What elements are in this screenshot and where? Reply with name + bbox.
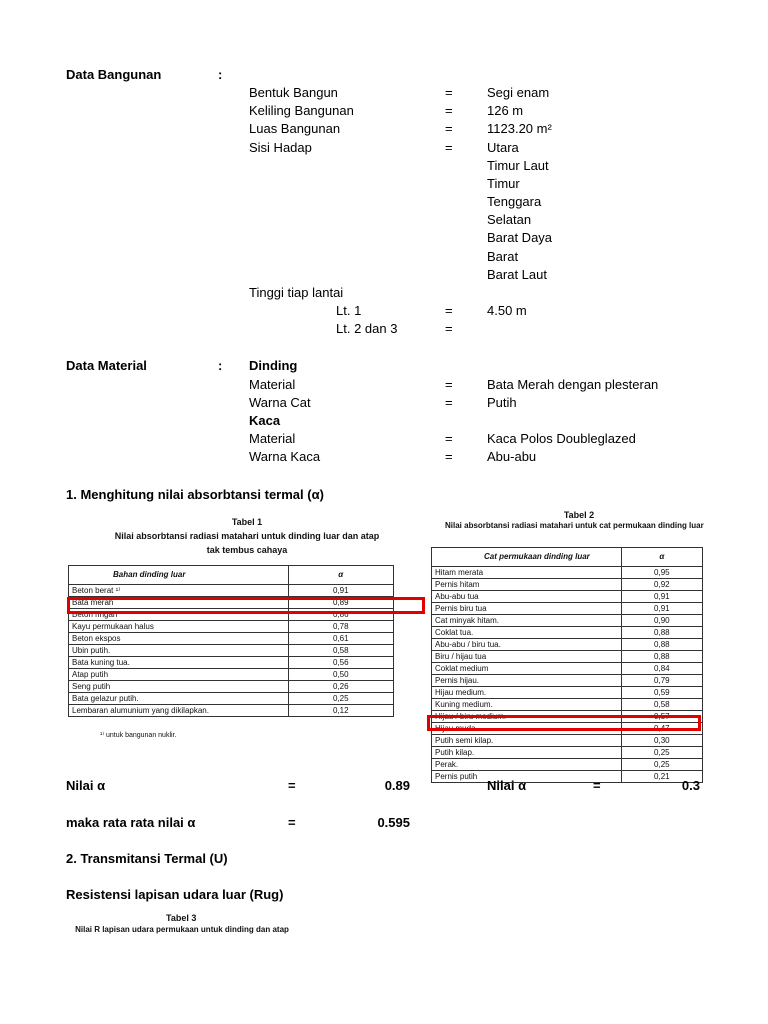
- table-cell: Putih kilap.: [432, 747, 622, 759]
- section-2-heading: 2. Transmitansi Termal (U): [66, 851, 228, 866]
- tabel-1-footnote: ¹⁾ untuk bangunan nuklir.: [100, 732, 177, 739]
- table-cell: 0,89: [288, 597, 393, 609]
- nilai-alpha-label: Nilai α: [487, 778, 527, 793]
- table-row: [432, 759, 703, 771]
- section-1-heading: 1. Menghitung nilai absorbtansi termal (α): [66, 487, 324, 502]
- table-row: [69, 669, 394, 681]
- equals-sign: =: [445, 121, 453, 136]
- luas-label: Luas Bangunan: [249, 121, 341, 136]
- highlight-box: [427, 715, 701, 731]
- tabel-1-subtitle: tak tembus cahaya: [206, 545, 288, 555]
- table-cell: Perak.: [432, 759, 622, 771]
- table-header: Bahan dinding luar: [69, 566, 289, 585]
- kaca-heading: Kaca: [249, 413, 281, 428]
- table-cell: 0,92: [621, 579, 702, 591]
- table-row: [432, 639, 703, 651]
- table-row: [432, 579, 703, 591]
- sisi-hadap-value: Tenggara: [487, 194, 542, 209]
- table-cell: Pernis biru tua: [432, 603, 622, 615]
- table-cell: Kuning medium.: [432, 699, 622, 711]
- table-cell: Seng putih: [69, 681, 289, 693]
- lt1-value: 4.50 m: [487, 303, 527, 318]
- table-cell: Biru / hijau tua: [432, 651, 622, 663]
- sisi-hadap-value: Barat Laut: [487, 267, 547, 282]
- table-cell: 0,57: [621, 711, 702, 723]
- table-cell: 0,95: [621, 567, 702, 579]
- table-row: [432, 567, 703, 579]
- tabel-1: [68, 565, 394, 717]
- table-row: [432, 603, 703, 615]
- rug-heading: Resistensi lapisan udara luar (Rug): [66, 887, 284, 902]
- equals-sign: =: [445, 449, 453, 464]
- table-row: [69, 585, 394, 597]
- table-cell: Beton ekspos: [69, 633, 289, 645]
- table-cell: Lembaran alumunium yang dikilapkan.: [69, 705, 289, 717]
- table-cell: Abu-abu / biru tua.: [432, 639, 622, 651]
- table-cell: Beton ringan: [69, 609, 289, 621]
- equals-sign: =: [593, 778, 601, 793]
- equals-sign: =: [445, 140, 453, 155]
- table-cell: 0,12: [288, 705, 393, 717]
- table-cell: 0,88: [621, 627, 702, 639]
- kaca-material-label: Material: [249, 431, 296, 446]
- equals-sign: =: [445, 377, 453, 392]
- equals-sign: =: [445, 321, 453, 336]
- nilai-alpha-value: 0.3: [681, 778, 700, 793]
- table-cell: 0,91: [621, 591, 702, 603]
- table-row: [69, 705, 394, 717]
- table-cell: Abu-abu tua: [432, 591, 622, 603]
- sisi-hadap-value: Timur Laut: [487, 158, 549, 173]
- table-cell: Putih semi kilap.: [432, 735, 622, 747]
- table-cell: Coklat medium: [432, 663, 622, 675]
- table-row: [69, 657, 394, 669]
- tabel-1-subtitle: Nilai absorbtansi radiasi matahari untuk dinding luar dan atap: [114, 531, 380, 541]
- table-row: [432, 747, 703, 759]
- table-cell: 0,88: [621, 651, 702, 663]
- bentuk-label: Bentuk Bangun: [249, 85, 338, 100]
- tabel-2-subtitle: Nilai absorbtansi radiasi matahari untuk cat permukaan dinding luar: [445, 521, 704, 530]
- lt23-label: Lt. 2 dan 3: [336, 321, 398, 336]
- table-row: [432, 735, 703, 747]
- rata-rata-label: maka rata rata nilai α: [66, 815, 196, 830]
- tabel-3-image: [66, 910, 428, 940]
- tabel-1-title: Tabel 1: [231, 517, 263, 527]
- table-cell: 0,58: [288, 645, 393, 657]
- sisi-hadap-value: Barat Daya: [487, 230, 553, 245]
- table-row: [69, 621, 394, 633]
- table-row: [432, 687, 703, 699]
- equals-sign: =: [445, 431, 453, 446]
- table-cell: 0,61: [288, 633, 393, 645]
- table-cell: Hijau / biru medium.: [432, 711, 622, 723]
- equals-sign: =: [445, 395, 453, 410]
- tabel-2-title: Tabel 2: [563, 510, 595, 520]
- table-cell: Beton berat ¹⁾: [69, 585, 289, 597]
- kaca-material-value: Kaca Polos Doubleglazed: [487, 431, 636, 446]
- warna-cat-value: Putih: [487, 395, 517, 410]
- table-cell: Coklat tua.: [432, 627, 622, 639]
- table-row: [69, 633, 394, 645]
- table-cell: Cat minyak hitam.: [432, 615, 622, 627]
- table-header: α: [621, 548, 702, 567]
- table-cell: 0,91: [288, 585, 393, 597]
- bentuk-value: Segi enam: [487, 85, 550, 100]
- table-row: [69, 693, 394, 705]
- equals-sign: =: [445, 85, 453, 100]
- table-cell: 0,56: [288, 657, 393, 669]
- table-cell: Pernis hitam: [432, 579, 622, 591]
- table-cell: 0,25: [621, 759, 702, 771]
- tabel-3-subtitle: Nilai R lapisan udara permukaan untuk dinding dan atap: [75, 925, 289, 934]
- warna-cat-label: Warna Cat: [249, 395, 311, 410]
- table-cell: 0,25: [621, 747, 702, 759]
- table-cell: Bata kuning tua.: [69, 657, 289, 669]
- sisi-hadap-label: Sisi Hadap: [249, 140, 312, 155]
- table-cell: 0,50: [288, 669, 393, 681]
- dinding-material-value: Bata Merah dengan plesteran: [487, 377, 659, 392]
- sisi-hadap-value: Utara: [487, 140, 519, 155]
- warna-kaca-label: Warna Kaca: [249, 449, 321, 464]
- table-cell: 0,79: [621, 675, 702, 687]
- table-row: [432, 591, 703, 603]
- luas-value: 1123.20 m²: [487, 121, 552, 136]
- equals-sign: =: [288, 815, 296, 830]
- table-row: [432, 699, 703, 711]
- table-header: α: [288, 566, 393, 585]
- equals-sign: =: [445, 303, 453, 318]
- table-cell: 0,91: [621, 603, 702, 615]
- table-cell: 0,59: [621, 687, 702, 699]
- colon: :: [218, 67, 223, 82]
- table-cell: Hijau medium.: [432, 687, 622, 699]
- rata-rata-value: 0.595: [377, 815, 410, 830]
- equals-sign: =: [288, 778, 296, 793]
- sisi-hadap-value: Barat: [487, 249, 519, 264]
- table-cell: Ubin putih.: [69, 645, 289, 657]
- table-row: [432, 615, 703, 627]
- table-cell: Bata merah: [69, 597, 289, 609]
- warna-kaca-value: Abu-abu: [487, 449, 537, 464]
- table-row: [69, 681, 394, 693]
- dinding-heading: Dinding: [249, 358, 298, 373]
- table-cell: 0,84: [621, 663, 702, 675]
- dinding-material-label: Material: [249, 377, 296, 392]
- nilai-alpha-label: Nilai α: [66, 778, 106, 793]
- table-cell: Hijau muda.: [432, 723, 622, 735]
- table-cell: 0,26: [288, 681, 393, 693]
- colon: :: [218, 358, 223, 373]
- table-cell: 0,86: [288, 609, 393, 621]
- sisi-hadap-value: Selatan: [487, 212, 532, 227]
- table-row: [432, 675, 703, 687]
- table-cell: 0,90: [621, 615, 702, 627]
- table-cell: Pernis putih: [432, 771, 622, 783]
- table-row: [432, 663, 703, 675]
- tinggi-label: Tinggi tiap lantai: [249, 285, 344, 300]
- table-cell: Hitam merata: [432, 567, 622, 579]
- table-row: [69, 645, 394, 657]
- table-cell: 0,58: [621, 699, 702, 711]
- table-cell: 0,88: [621, 639, 702, 651]
- equals-sign: =: [445, 103, 453, 118]
- table-cell: 0,47: [621, 723, 702, 735]
- keliling-value: 126 m: [487, 103, 524, 118]
- table-cell: 0,21: [621, 771, 702, 783]
- data-bangunan-title: Data Bangunan: [66, 67, 162, 82]
- tabel-3-title: Tabel 3: [166, 913, 197, 923]
- lt1-label: Lt. 1: [336, 303, 362, 318]
- nilai-alpha-value: 0.89: [384, 778, 410, 793]
- table-cell: Kayu permukaan halus: [69, 621, 289, 633]
- table-header: Cat permukaan dinding luar: [432, 548, 622, 567]
- table-cell: Pernis hijau.: [432, 675, 622, 687]
- highlight-box: [67, 597, 425, 614]
- table-cell: Bata gelazur putih.: [69, 693, 289, 705]
- table-cell: 0,78: [288, 621, 393, 633]
- sisi-hadap-value: Timur: [487, 176, 520, 191]
- table-cell: 0,30: [621, 735, 702, 747]
- table-cell: Atap putih: [69, 669, 289, 681]
- tabel-1-image: [66, 515, 428, 745]
- data-material-title: Data Material: [66, 358, 147, 373]
- tabel-2: [431, 547, 703, 783]
- keliling-label: Keliling Bangunan: [249, 103, 354, 118]
- table-cell: 0,25: [288, 693, 393, 705]
- table-row: [432, 651, 703, 663]
- table-row: [432, 627, 703, 639]
